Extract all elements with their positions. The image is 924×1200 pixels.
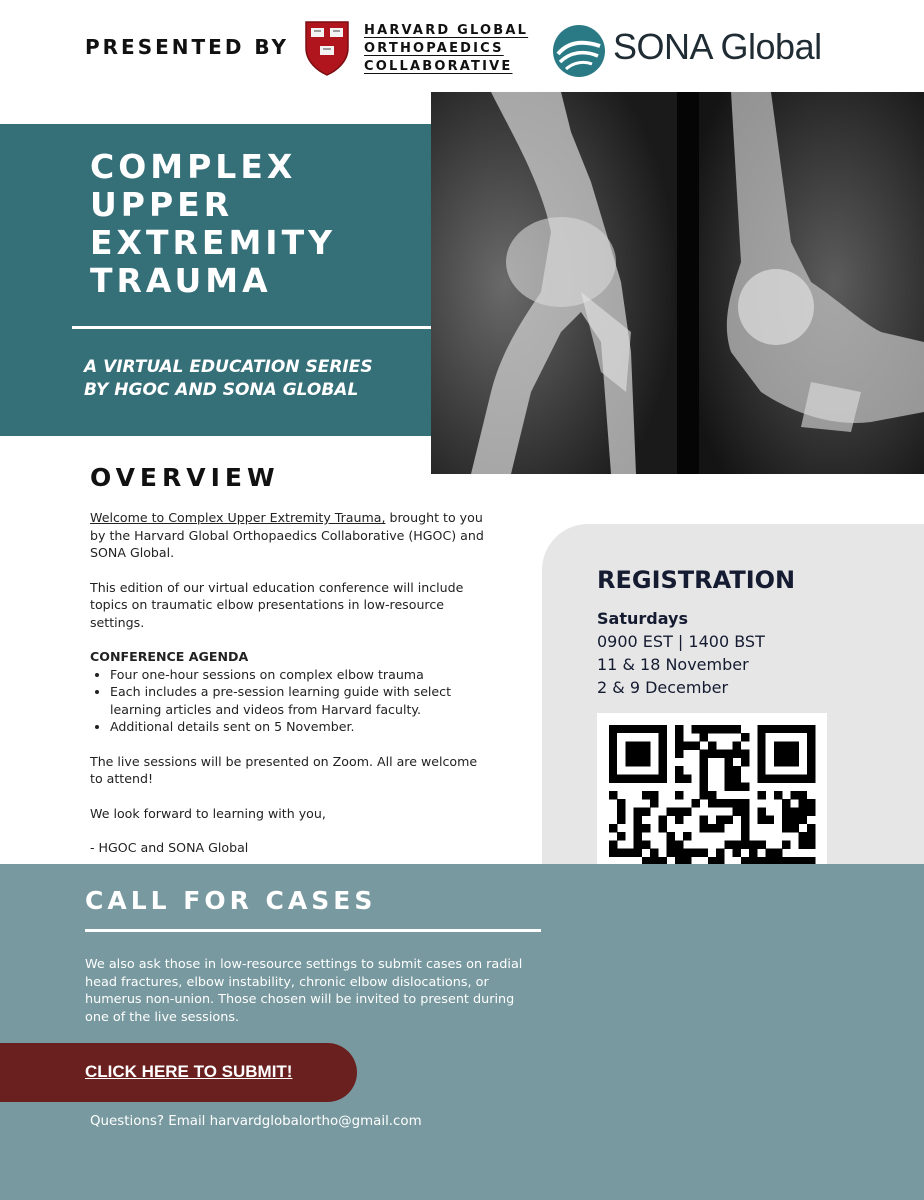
overview-heading: OVERVIEW [90,463,280,492]
call-for-cases-heading: CALL FOR CASES [85,886,377,915]
agenda-item: • Each includes a pre-session learning guide with select learning articles and videos from Harvard faculty. [110,683,490,718]
subtitle-line-1: A VIRTUAL EDUCATION SERIES [84,357,373,377]
overview-body [90,509,490,874]
welcome-paragraph [90,509,490,562]
sona-wordmark: SONA Global [613,26,822,67]
subtitle-line-2: BY HGOC AND SONA GLOBAL [84,380,359,400]
page-title [90,148,420,300]
registration-time: 0900 EST | 1400 BST [597,632,765,651]
title-line-3: EXTREMITY [90,223,336,262]
agenda-item: • Additional details sent on 5 November. [110,718,490,736]
agenda-item: • Four one-hour sessions on complex elbow trauma [110,666,490,684]
welcome-text: brought to you by the Harvard Global Orthopaedics Collaborative (HGOC) and SONA Global. [90,510,484,560]
questions-contact: Questions? Email harvardglobalortho@gmail.com [90,1114,422,1129]
elbow-xray-image [431,92,924,474]
hgoc-line-2: ORTHOPAEDICS [364,41,504,56]
title-divider [72,326,432,329]
presented-by-label: PRESENTED BY [85,35,290,59]
agenda-heading: CONFERENCE AGENDA [90,649,249,664]
hgoc-line-3: COLLABORATIVE [364,59,513,74]
agenda-list [90,666,490,736]
forward-paragraph: We look forward to learning with you, [90,805,326,821]
registration-days: Saturdays [597,609,688,628]
zoom-paragraph: The live sessions will be presented on Zoom. All are welcome to attend! [90,753,478,786]
call-for-cases-body: We also ask those in low-resource settings to submit cases on radial head fractures, elbow instability, chronic elbow dislocations, or humerus non-union. Those chosen will be invited to present during one of the live sessions. [85,957,523,1025]
submit-button-label[interactable]: CLICK HERE TO SUBMIT! [85,1062,293,1081]
subtitle [84,356,424,402]
welcome-link[interactable]: Welcome to Complex Upper Extremity Trauma, [90,510,386,525]
harvard-shield-icon [304,20,350,76]
call-for-cases-divider [85,929,541,932]
registration-dates-november: 11 & 18 November [597,655,749,674]
title-line-2: UPPER [90,185,234,224]
title-line-1: COMPLEX [90,147,297,186]
sona-logo-icon [552,24,606,78]
registration-heading: REGISTRATION [597,566,796,594]
title-line-4: TRAUMA [90,261,272,300]
hgoc-line-1: HARVARD GLOBAL [364,23,529,38]
hgoc-wordmark [364,22,528,76]
edition-paragraph: This edition of our virtual education conference will include topics on traumatic elbow presentations in low-resource settings. [90,579,464,630]
registration-dates-december: 2 & 9 December [597,678,729,697]
signoff: - HGOC and SONA Global [90,840,249,855]
